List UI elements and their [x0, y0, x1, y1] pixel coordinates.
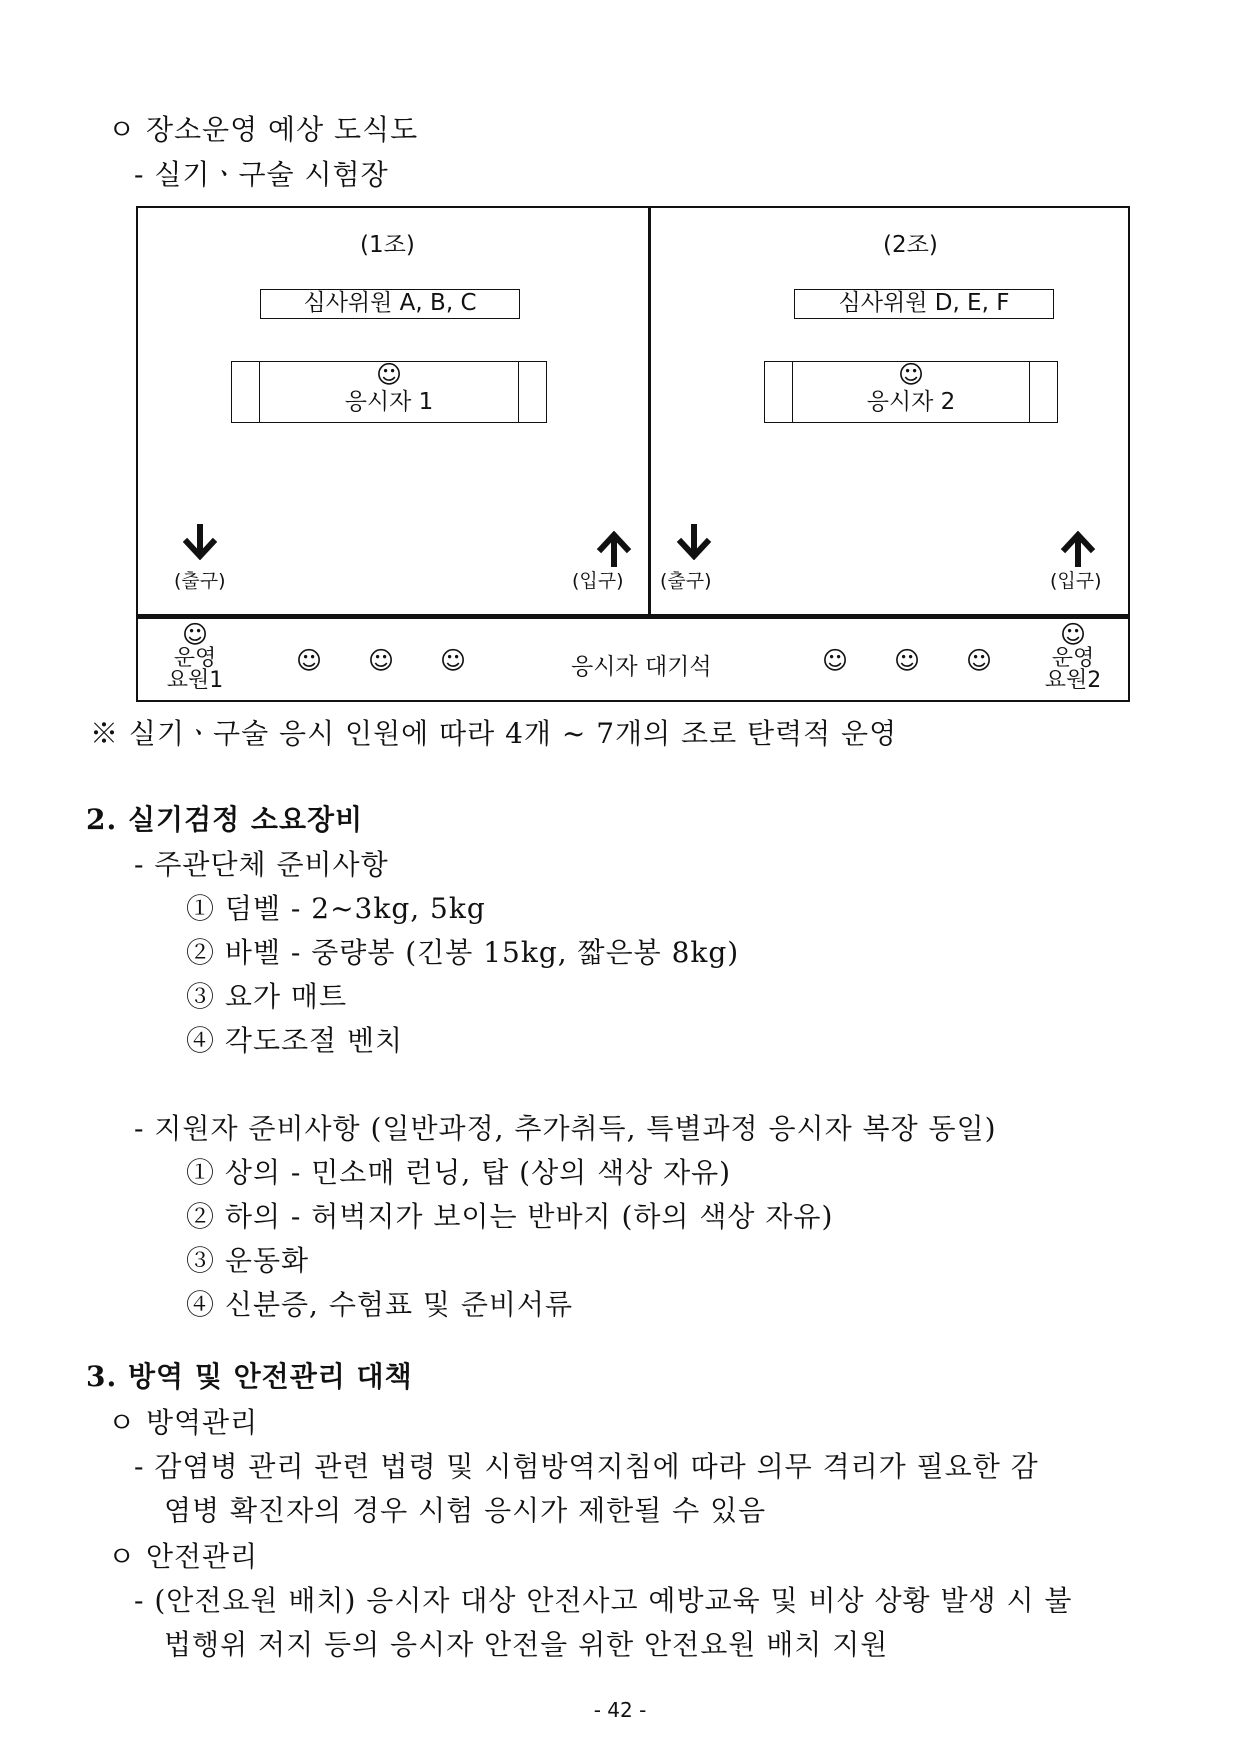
group2-title: (2조)	[883, 232, 938, 258]
safety-heading: ㅇ 안전관리	[108, 1540, 259, 1573]
waiting-area-label: 응시자 대기석	[571, 654, 712, 680]
group-divider	[648, 208, 651, 616]
group2-candidate-desk	[764, 361, 1058, 423]
staff1-label-line2: 요원1	[166, 668, 224, 693]
quarantine-text-line2: 염병 확진자의 경우 시험 응시가 제한될 수 있음	[164, 1494, 767, 1527]
org-item: ③ 요가 매트	[186, 980, 347, 1013]
waiting-seat-smiley-icon: ☺	[368, 646, 395, 675]
org-item: ② 바벨 - 중량봉 (긴봉 15kg, 짧은봉 8kg)	[186, 936, 740, 969]
staff1	[160, 622, 230, 692]
applicant-item: ④ 신분증, 수험표 및 준비서류	[186, 1288, 574, 1321]
staff2-label-line1: 운영	[1051, 646, 1095, 671]
safety-text-line2: 법행위 저지 등의 응시자 안전을 위한 안전요원 배치 지원	[164, 1628, 889, 1661]
quarantine-heading: ㅇ 방역관리	[108, 1406, 259, 1439]
staff2-smiley-icon: ☺	[1059, 620, 1087, 649]
candidate1-smiley-icon: ☺	[375, 360, 403, 389]
candidate2-smiley-icon: ☺	[897, 360, 925, 389]
quarantine-text-line1: - 감염병 관리 관련 법령 및 시험방역지침에 따라 의무 격리가 필요한 감	[134, 1450, 1039, 1483]
arrow-down-icon	[676, 524, 712, 560]
diagram-subheading: - 실기ㆍ구술 시험장	[134, 158, 389, 191]
diagram-heading: ㅇ 장소운영 예상 도식도	[108, 113, 419, 146]
candidate1-label: 응시자 1	[344, 389, 434, 415]
section3-title: 3. 방역 및 안전관리 대책	[86, 1360, 413, 1393]
applicant-prep-heading: - 지원자 준비사항 (일반과정, 추가취득, 특별과정 응시자 복장 동일)	[134, 1112, 997, 1145]
staff2	[1038, 622, 1108, 692]
group1-candidate-desk	[231, 361, 547, 423]
waiting-seat-smiley-icon: ☺	[822, 646, 849, 675]
org-item: ① 덤벨 - 2~3kg, 5kg	[186, 892, 486, 925]
waiting-area-divider	[138, 614, 1128, 619]
candidate2-label: 응시자 2	[866, 389, 956, 415]
arrow-down-icon	[182, 524, 218, 560]
group2-exit-label: (출구)	[660, 570, 712, 592]
waiting-seat-smiley-icon: ☺	[966, 646, 993, 675]
arrow-up-icon	[596, 531, 632, 567]
group1-entrance-label: (입구)	[572, 570, 624, 592]
staff2-label-line2: 요원2	[1044, 668, 1102, 693]
group1-title: (1조)	[360, 232, 415, 258]
diagram-note: ※ 실기ㆍ구술 응시 인원에 따라 4개 ~ 7개의 조로 탄력적 운영	[90, 717, 898, 750]
applicant-item: ② 하의 - 허벅지가 보이는 반바지 (하의 색상 자유)	[186, 1200, 834, 1233]
applicant-item: ③ 운동화	[186, 1244, 310, 1277]
group1-exit-label: (출구)	[174, 570, 226, 592]
org-prep-heading: - 주관단체 준비사항	[134, 848, 389, 881]
arrow-up-icon	[1060, 531, 1096, 567]
group1-judges-box: 심사위원 A, B, C	[260, 289, 520, 319]
applicant-item: ① 상의 - 민소매 런닝, 탑 (상의 색상 자유)	[186, 1156, 732, 1189]
group2-entrance-label: (입구)	[1050, 570, 1102, 592]
waiting-seat-smiley-icon: ☺	[894, 646, 921, 675]
safety-text-line1: - (안전요원 배치) 응시자 대상 안전사고 예방교육 및 비상 상황 발생 시 불	[134, 1584, 1073, 1617]
staff1-label-line1: 운영	[173, 646, 217, 671]
waiting-seat-smiley-icon: ☺	[440, 646, 467, 675]
waiting-seat-smiley-icon: ☺	[296, 646, 323, 675]
page-number: - 42 -	[593, 1698, 647, 1722]
group2-judges-box: 심사위원 D, E, F	[794, 289, 1054, 319]
staff1-smiley-icon: ☺	[181, 620, 209, 649]
section2-title: 2. 실기검정 소요장비	[86, 803, 364, 836]
org-item: ④ 각도조절 벤치	[186, 1024, 404, 1057]
venue-layout-diagram	[136, 206, 1130, 702]
